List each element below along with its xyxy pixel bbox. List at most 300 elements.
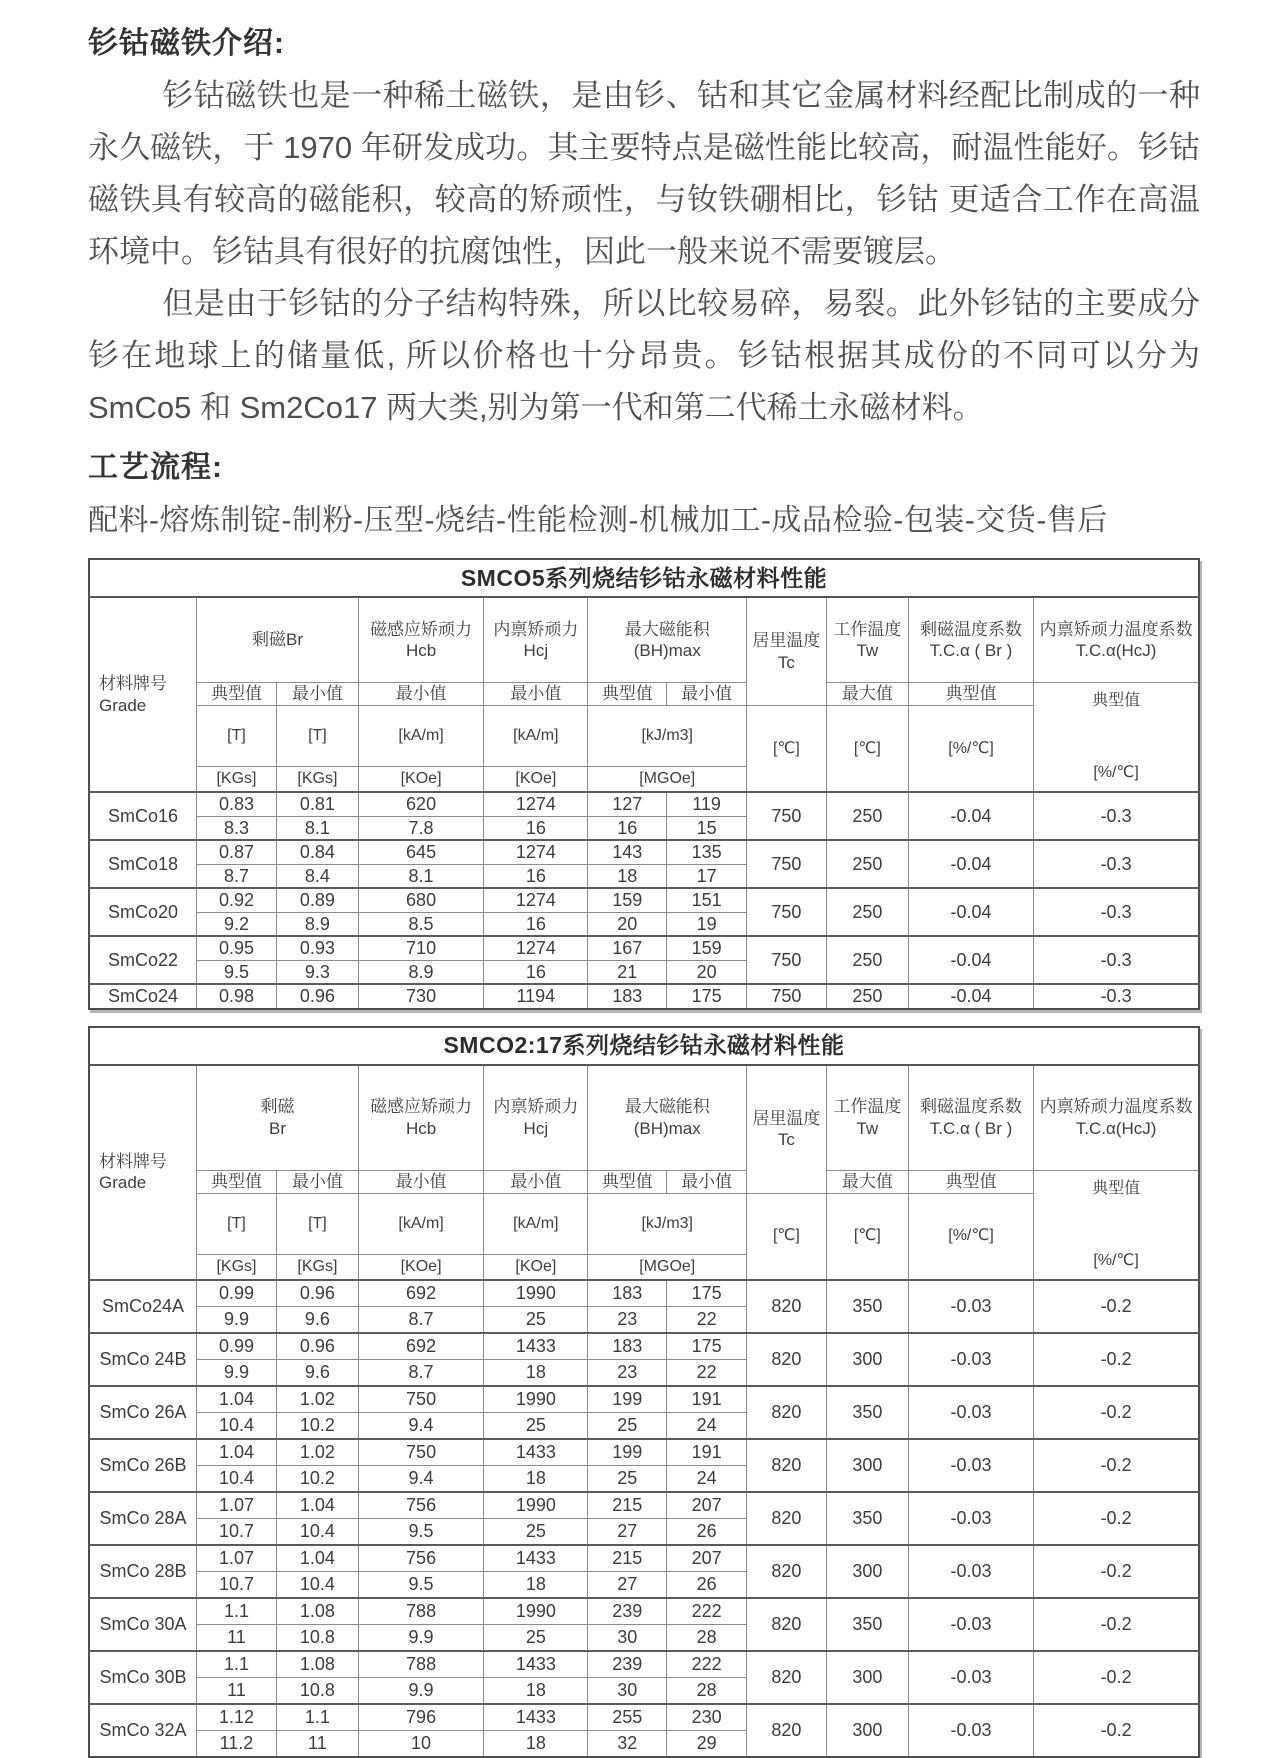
value-cell: 175 [667, 1333, 747, 1360]
value-tca-br: -0.03 [908, 1545, 1033, 1598]
value-cell: 0.83 [197, 792, 277, 816]
value-cell: 25 [484, 1624, 588, 1651]
value-cell: 183 [588, 984, 667, 1009]
value-cell: 1194 [484, 984, 588, 1009]
unit-cell: [KGs] [276, 1254, 358, 1280]
unit-cell: [T] [276, 1193, 358, 1254]
value-tc: 820 [747, 1280, 827, 1333]
intro-paragraph-2: 但是由于钐钴的分子结构特殊，所以比较易碎，易裂。此外钐钴的主要成分钐在地球上的储量低, 所以价格也十分昂贵。钐钴根据其成份的不同可以分为 SmCo5 和 Sm2Co17 两大类,别为第一代和第二代稀土永磁材料。 [88, 286, 1200, 425]
value-tca-hcj: -0.2 [1034, 1386, 1199, 1439]
value-tc: 820 [747, 1439, 827, 1492]
value-tca-br: -0.03 [908, 1386, 1033, 1439]
value-cell: 11.2 [197, 1730, 277, 1757]
value-cell: 10.4 [276, 1571, 358, 1598]
subheader-cell: 最小值 [358, 683, 483, 706]
grade-cell: SmCo24 [89, 984, 197, 1009]
value-cell: 20 [588, 912, 667, 936]
smco5-performance-table [88, 558, 1200, 1010]
value-tca-hcj: -0.2 [1034, 1333, 1199, 1386]
table-title: SMCO2:17系列烧结钐钴永磁材料性能 [89, 1027, 1199, 1065]
value-cell: 16 [484, 960, 588, 984]
value-cell: 16 [484, 816, 588, 840]
grade-cell: SmCo 28A [89, 1492, 197, 1545]
value-cell: 18 [484, 1359, 588, 1386]
value-cell: 1274 [484, 888, 588, 912]
value-cell: 10.4 [197, 1412, 277, 1439]
value-cell: 18 [484, 1730, 588, 1757]
value-cell: 25 [484, 1518, 588, 1545]
value-tc: 820 [747, 1598, 827, 1651]
unit-cell: [kA/m] [484, 1193, 588, 1254]
value-cell: 1.12 [197, 1704, 277, 1731]
value-cell: 796 [358, 1704, 483, 1731]
header-hcj: 内禀矫顽力 Hcj [484, 1065, 588, 1171]
header-br: 剩磁Br [197, 597, 359, 683]
value-tca-hcj: -0.2 [1034, 1492, 1199, 1545]
value-tw: 350 [826, 1280, 908, 1333]
value-cell: 10.2 [276, 1465, 358, 1492]
value-tc: 820 [747, 1545, 827, 1598]
header-hcb: 磁感应矫顽力 Hcb [358, 1065, 483, 1171]
value-cell: 9.5 [358, 1571, 483, 1598]
header-bhmax: 最大磁能积 (BH)max [588, 1065, 747, 1171]
value-tw: 350 [826, 1492, 908, 1545]
value-cell: 1990 [484, 1598, 588, 1625]
unit-cell: [kA/m] [484, 706, 588, 767]
value-cell: 10.8 [276, 1677, 358, 1704]
value-cell: 127 [588, 792, 667, 816]
value-cell: 183 [588, 1333, 667, 1360]
value-cell: 183 [588, 1280, 667, 1307]
subheader-tca-hcj: 典型值 [%/℃] [1034, 1170, 1199, 1280]
subheader-tw-max: 最大值 [826, 683, 908, 706]
value-cell: 239 [588, 1598, 667, 1625]
value-tw: 300 [826, 1704, 908, 1757]
value-cell: 151 [667, 888, 747, 912]
value-cell: 0.84 [276, 840, 358, 864]
value-tca-br: -0.04 [908, 840, 1033, 888]
value-cell: 8.9 [276, 912, 358, 936]
value-cell: 10.2 [276, 1412, 358, 1439]
value-tc: 820 [747, 1492, 827, 1545]
value-cell: 8.7 [358, 1359, 483, 1386]
value-cell: 222 [667, 1651, 747, 1678]
value-tca-hcj: -0.3 [1034, 984, 1199, 1009]
value-cell: 10.7 [197, 1571, 277, 1598]
value-cell: 17 [667, 864, 747, 888]
unit-cell: [KOe] [484, 767, 588, 793]
value-cell: 19 [667, 912, 747, 936]
value-tca-hcj: -0.2 [1034, 1280, 1199, 1333]
value-cell: 0.99 [197, 1280, 277, 1307]
unit-tca-br: [%/℃] [908, 706, 1033, 793]
subheader-cell: 最小值 [276, 683, 358, 706]
value-cell: 9.6 [276, 1306, 358, 1333]
header-grade: 材料牌号 Grade [89, 1065, 197, 1280]
value-cell: 20 [667, 960, 747, 984]
intro-paragraph-1: 钐钴磁铁也是一种稀土磁铁，是由钐、钴和其它金属材料经配比制成的一种永久磁铁，于 1970 年研发成功。其主要特点是磁性能比较高，耐温性能好。钐钴磁铁具有较高的磁能积，较高的矫顽性，与钕铁硼相比，钐钴 更适合工作在高温环境中。钐钴具有很好的抗腐蚀性，因此一般来说不需要镀层。 [88, 78, 1200, 269]
subheader-cell: 典型值 [588, 1170, 667, 1193]
value-cell: 191 [667, 1386, 747, 1413]
subheader-cell: 最小值 [358, 1170, 483, 1193]
value-tw: 300 [826, 1545, 908, 1598]
header-hcb: 磁感应矫顽力 Hcb [358, 597, 483, 683]
value-cell: 8.5 [358, 912, 483, 936]
value-cell: 159 [667, 936, 747, 960]
value-cell: 1433 [484, 1704, 588, 1731]
value-cell: 9.5 [358, 1518, 483, 1545]
grade-cell: SmCo 24B [89, 1333, 197, 1386]
header-tc: 居里温度 Tc [747, 597, 827, 706]
value-cell: 750 [358, 1439, 483, 1466]
value-cell: 23 [588, 1306, 667, 1333]
subheader-tca-br: 典型值 [908, 1170, 1033, 1193]
value-cell: 11 [276, 1730, 358, 1757]
grade-cell: SmCo18 [89, 840, 197, 888]
value-cell: 9.3 [276, 960, 358, 984]
value-cell: 32 [588, 1730, 667, 1757]
value-tw: 350 [826, 1386, 908, 1439]
grade-cell: SmCo20 [89, 888, 197, 936]
unit-cell: [kA/m] [358, 1193, 483, 1254]
subheader-cell: 典型值 [197, 683, 277, 706]
value-tca-br: -0.03 [908, 1651, 1033, 1704]
intro-heading: 钐钴磁铁介绍: [88, 27, 285, 60]
unit-cell: [KOe] [484, 1254, 588, 1280]
unit-tw: [℃] [826, 1193, 908, 1280]
value-tca-hcj: -0.2 [1034, 1598, 1199, 1651]
value-tca-br: -0.03 [908, 1439, 1033, 1492]
value-tc: 750 [747, 936, 827, 984]
value-cell: 18 [484, 1465, 588, 1492]
value-cell: 10.4 [276, 1518, 358, 1545]
value-cell: 10 [358, 1730, 483, 1757]
value-cell: 1433 [484, 1439, 588, 1466]
value-cell: 30 [588, 1677, 667, 1704]
value-cell: 1.02 [276, 1386, 358, 1413]
value-tca-hcj: -0.2 [1034, 1651, 1199, 1704]
value-cell: 167 [588, 936, 667, 960]
value-cell: 9.9 [197, 1359, 277, 1386]
value-tca-hcj: -0.2 [1034, 1545, 1199, 1598]
unit-tc: [℃] [747, 706, 827, 793]
value-cell: 9.4 [358, 1465, 483, 1492]
value-cell: 8.1 [276, 816, 358, 840]
value-tc: 750 [747, 984, 827, 1009]
value-cell: 1.07 [197, 1545, 277, 1572]
value-cell: 0.98 [197, 984, 277, 1009]
value-tca-br: -0.04 [908, 792, 1033, 840]
value-tc: 820 [747, 1333, 827, 1386]
value-cell: 756 [358, 1545, 483, 1572]
value-cell: 25 [588, 1465, 667, 1492]
value-cell: 1433 [484, 1651, 588, 1678]
value-cell: 175 [667, 1280, 747, 1307]
unit-cell: [KGs] [197, 767, 277, 793]
value-tw: 250 [826, 984, 908, 1009]
value-tc: 820 [747, 1651, 827, 1704]
subheader-cell: 最小值 [484, 683, 588, 706]
value-cell: 9.5 [197, 960, 277, 984]
grade-cell: SmCo 30A [89, 1598, 197, 1651]
value-cell: 199 [588, 1439, 667, 1466]
value-cell: 1.08 [276, 1598, 358, 1625]
unit-cell: [T] [197, 1193, 277, 1254]
value-cell: 207 [667, 1492, 747, 1519]
value-cell: 692 [358, 1280, 483, 1307]
value-tca-hcj: -0.2 [1034, 1439, 1199, 1492]
value-tca-hcj: -0.2 [1034, 1704, 1199, 1757]
value-cell: 1274 [484, 792, 588, 816]
value-cell: 255 [588, 1704, 667, 1731]
value-tca-br: -0.04 [908, 936, 1033, 984]
value-cell: 26 [667, 1518, 747, 1545]
value-cell: 11 [197, 1624, 277, 1651]
value-cell: 0.87 [197, 840, 277, 864]
value-cell: 215 [588, 1492, 667, 1519]
value-cell: 730 [358, 984, 483, 1009]
value-tca-br: -0.03 [908, 1492, 1033, 1545]
value-cell: 159 [588, 888, 667, 912]
value-cell: 1433 [484, 1545, 588, 1572]
value-tca-br: -0.03 [908, 1598, 1033, 1651]
value-cell: 10.7 [197, 1518, 277, 1545]
value-cell: 8.1 [358, 864, 483, 888]
value-cell: 1.1 [276, 1704, 358, 1731]
unit-tc: [℃] [747, 1193, 827, 1280]
value-cell: 7.8 [358, 816, 483, 840]
value-cell: 143 [588, 840, 667, 864]
value-cell: 1990 [484, 1386, 588, 1413]
value-cell: 25 [484, 1306, 588, 1333]
value-cell: 1.04 [197, 1386, 277, 1413]
value-cell: 21 [588, 960, 667, 984]
value-cell: 1990 [484, 1492, 588, 1519]
value-cell: 28 [667, 1677, 747, 1704]
value-cell: 680 [358, 888, 483, 912]
value-cell: 8.7 [358, 1306, 483, 1333]
value-cell: 18 [484, 1571, 588, 1598]
value-cell: 620 [358, 792, 483, 816]
value-cell: 0.96 [276, 1280, 358, 1307]
value-tc: 750 [747, 840, 827, 888]
value-cell: 0.96 [276, 1333, 358, 1360]
value-cell: 1990 [484, 1280, 588, 1307]
value-tw: 300 [826, 1651, 908, 1704]
value-cell: 25 [484, 1412, 588, 1439]
value-cell: 1433 [484, 1333, 588, 1360]
unit-tw: [℃] [826, 706, 908, 793]
value-cell: 9.4 [358, 1412, 483, 1439]
value-cell: 29 [667, 1730, 747, 1757]
value-cell: 135 [667, 840, 747, 864]
value-cell: 692 [358, 1333, 483, 1360]
unit-cell: [KOe] [358, 1254, 483, 1280]
subheader-cell: 最小值 [484, 1170, 588, 1193]
value-tw: 300 [826, 1333, 908, 1386]
subheader-cell: 最小值 [276, 1170, 358, 1193]
value-cell: 8.4 [276, 864, 358, 888]
process-heading: 工艺流程: [88, 451, 223, 484]
value-tca-br: -0.03 [908, 1280, 1033, 1333]
unit-cell: [KGs] [197, 1254, 277, 1280]
value-cell: 22 [667, 1306, 747, 1333]
value-cell: 22 [667, 1359, 747, 1386]
value-cell: 191 [667, 1439, 747, 1466]
subheader-cell: 最小值 [667, 683, 747, 706]
header-tw: 工作温度 Tw [826, 1065, 908, 1171]
value-cell: 10.4 [197, 1465, 277, 1492]
grade-cell: SmCo 32A [89, 1704, 197, 1757]
header-tca-hcj: 内禀矫顽力温度系数 T.C.α(HcJ) [1034, 597, 1199, 683]
value-cell: 25 [588, 1412, 667, 1439]
unit-cell: [MGOe] [588, 767, 747, 793]
value-cell: 9.2 [197, 912, 277, 936]
value-cell: 710 [358, 936, 483, 960]
value-tw: 250 [826, 888, 908, 936]
value-cell: 1.04 [197, 1439, 277, 1466]
value-cell: 1.04 [276, 1492, 358, 1519]
value-tca-hcj: -0.3 [1034, 936, 1199, 984]
value-cell: 119 [667, 792, 747, 816]
subheader-cell: 典型值 [588, 683, 667, 706]
value-cell: 0.95 [197, 936, 277, 960]
value-cell: 1.08 [276, 1651, 358, 1678]
value-cell: 16 [484, 912, 588, 936]
unit-cell: [kA/m] [358, 706, 483, 767]
value-cell: 756 [358, 1492, 483, 1519]
value-cell: 175 [667, 984, 747, 1009]
value-tw: 250 [826, 792, 908, 840]
value-cell: 0.81 [276, 792, 358, 816]
value-cell: 0.92 [197, 888, 277, 912]
value-cell: 207 [667, 1545, 747, 1572]
value-cell: 28 [667, 1624, 747, 1651]
value-tca-br: -0.04 [908, 888, 1033, 936]
value-cell: 9.9 [197, 1306, 277, 1333]
value-cell: 1.04 [276, 1545, 358, 1572]
value-cell: 16 [588, 816, 667, 840]
value-cell: 8.7 [197, 864, 277, 888]
value-cell: 16 [484, 864, 588, 888]
header-br: 剩磁 Br [197, 1065, 359, 1171]
header-grade: 材料牌号 Grade [89, 597, 197, 792]
value-cell: 0.96 [276, 984, 358, 1009]
process-flow: 配料-熔炼制锭-制粉-压型-烧结-性能检测-机械加工-成品检验-包装-交货-售后 [88, 504, 1108, 537]
value-cell: 750 [358, 1386, 483, 1413]
value-cell: 27 [588, 1571, 667, 1598]
grade-cell: SmCo 26B [89, 1439, 197, 1492]
grade-cell: SmCo 28B [89, 1545, 197, 1598]
value-tca-hcj: -0.3 [1034, 840, 1199, 888]
table-title: SMCO5系列烧结钐钴永磁材料性能 [89, 559, 1199, 597]
value-tca-br: -0.03 [908, 1333, 1033, 1386]
subheader-cell: 典型值 [197, 1170, 277, 1193]
value-cell: 18 [588, 864, 667, 888]
header-tca-br: 剩磁温度系数 T.C.α ( Br ) [908, 597, 1033, 683]
grade-cell: SmCo 30B [89, 1651, 197, 1704]
header-tw: 工作温度 Tw [826, 597, 908, 683]
subheader-cell: 最小值 [667, 1170, 747, 1193]
subheader-tca-br: 典型值 [908, 683, 1033, 706]
grade-cell: SmCo22 [89, 936, 197, 984]
value-cell: 239 [588, 1651, 667, 1678]
value-cell: 11 [197, 1677, 277, 1704]
value-tw: 350 [826, 1598, 908, 1651]
unit-cell: [KOe] [358, 767, 483, 793]
value-cell: 1.07 [197, 1492, 277, 1519]
value-cell: 10.8 [276, 1624, 358, 1651]
value-cell: 788 [358, 1598, 483, 1625]
grade-cell: SmCo24A [89, 1280, 197, 1333]
value-tca-hcj: -0.3 [1034, 888, 1199, 936]
grade-cell: SmCo 26A [89, 1386, 197, 1439]
smco2-17-performance-table [88, 1026, 1200, 1758]
value-tw: 250 [826, 840, 908, 888]
value-tw: 250 [826, 936, 908, 984]
value-cell: 222 [667, 1598, 747, 1625]
value-tca-br: -0.04 [908, 984, 1033, 1009]
header-tca-hcj: 内禀矫顽力温度系数 T.C.α(HcJ) [1034, 1065, 1199, 1171]
value-cell: 788 [358, 1651, 483, 1678]
subheader-tca-hcj: 典型值 [%/℃] [1034, 683, 1199, 793]
value-cell: 0.89 [276, 888, 358, 912]
value-tc: 820 [747, 1386, 827, 1439]
header-tc: 居里温度 Tc [747, 1065, 827, 1194]
value-cell: 0.93 [276, 936, 358, 960]
value-tca-br: -0.03 [908, 1704, 1033, 1757]
grade-cell: SmCo16 [89, 792, 197, 840]
value-cell: 230 [667, 1704, 747, 1731]
unit-cell: [KGs] [276, 767, 358, 793]
value-cell: 1.1 [197, 1651, 277, 1678]
unit-cell: [MGOe] [588, 1254, 747, 1280]
value-cell: 26 [667, 1571, 747, 1598]
value-cell: 1274 [484, 840, 588, 864]
value-cell: 9.9 [358, 1624, 483, 1651]
value-cell: 0.99 [197, 1333, 277, 1360]
value-tw: 300 [826, 1439, 908, 1492]
value-cell: 27 [588, 1518, 667, 1545]
value-cell: 24 [667, 1465, 747, 1492]
unit-cell: [T] [276, 706, 358, 767]
header-bhmax: 最大磁能积 (BH)max [588, 597, 747, 683]
value-tc: 750 [747, 792, 827, 840]
value-cell: 8.9 [358, 960, 483, 984]
value-cell: 23 [588, 1359, 667, 1386]
value-cell: 15 [667, 816, 747, 840]
unit-cell: [kJ/m3] [588, 706, 747, 767]
value-cell: 8.3 [197, 816, 277, 840]
value-tc: 820 [747, 1704, 827, 1757]
value-cell: 1.1 [197, 1598, 277, 1625]
header-tca-br: 剩磁温度系数 T.C.α ( Br ) [908, 1065, 1033, 1171]
value-cell: 30 [588, 1624, 667, 1651]
unit-tca-br: [%/℃] [908, 1193, 1033, 1280]
value-cell: 9.6 [276, 1359, 358, 1386]
value-cell: 1274 [484, 936, 588, 960]
value-cell: 1.02 [276, 1439, 358, 1466]
value-cell: 18 [484, 1677, 588, 1704]
value-cell: 9.9 [358, 1677, 483, 1704]
value-cell: 24 [667, 1412, 747, 1439]
value-cell: 645 [358, 840, 483, 864]
value-cell: 215 [588, 1545, 667, 1572]
header-hcj: 内禀矫顽力 Hcj [484, 597, 588, 683]
subheader-tw-max: 最大值 [826, 1170, 908, 1193]
value-tca-hcj: -0.3 [1034, 792, 1199, 840]
unit-cell: [kJ/m3] [588, 1193, 747, 1254]
